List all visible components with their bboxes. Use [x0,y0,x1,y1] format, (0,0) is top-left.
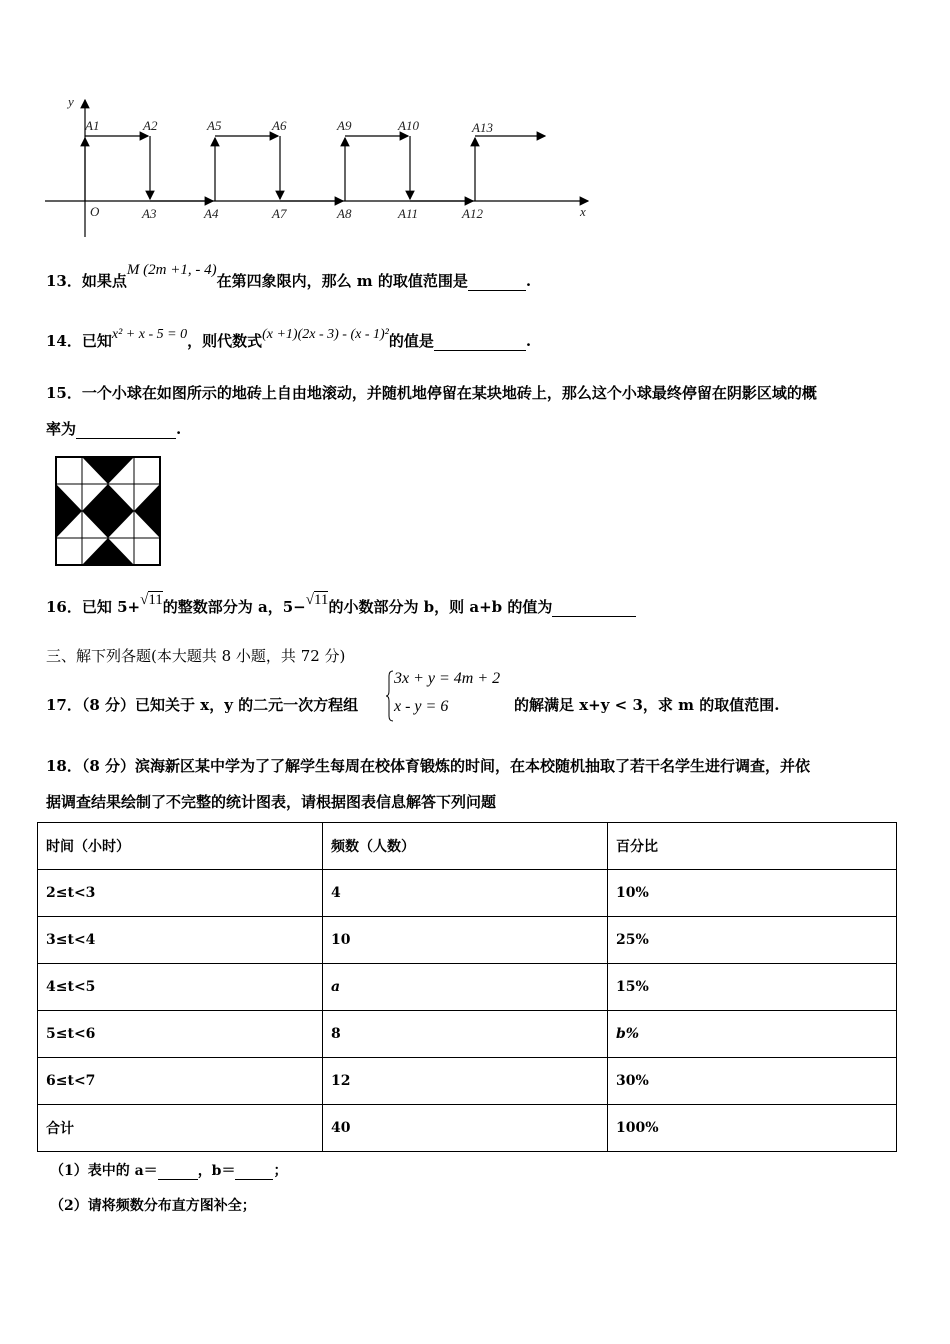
svg-text:O: O [90,204,100,219]
q14-math-a: x² + x - 5 = 0 [111,327,188,342]
table-cell: 100% [608,1105,897,1152]
table-cell: 12 [323,1058,608,1105]
sqrt-11-a: √11 [140,592,163,608]
table-cell: 15% [608,964,897,1011]
table-cell: 8 [323,1011,608,1058]
answer-blank[interactable] [434,334,526,351]
table-cell: 4≤t<5 [38,964,323,1011]
section-3-title: 三、解下列各题(本大题共 8 小题，共 72 分) [46,647,346,665]
sqrt-11-b: √11 [305,592,329,608]
frequency-table [37,822,897,1152]
question-16: 16．已知 5+√11的整数部分为 a，5−√11的小数部分为 b，则 a+b 的值为 [46,596,636,617]
equation-2: x - y = 6 [394,698,449,715]
svg-text:y: y [68,94,74,109]
svg-text:A6: A6 [272,118,287,133]
answer-blank-b[interactable] [235,1164,273,1180]
q13-math: M (2m +1, - 4) [126,262,217,278]
svg-text:A2: A2 [143,118,158,133]
answer-blank-a[interactable] [158,1164,198,1180]
svg-text:A3: A3 [142,206,157,221]
question-18-line2: 据调查结果绘制了不完整的统计图表，请根据图表信息解答下列问题 [46,793,497,811]
answer-blank[interactable] [76,422,176,439]
svg-text:A12: A12 [462,206,483,221]
sub-question-1: （1）表中的 a＝ ，b＝ ； [50,1163,288,1179]
table-cell: 合计 [38,1105,323,1152]
table-cell: 3≤t<4 [38,917,323,964]
table-header: 百分比 [608,823,897,870]
axis-step-figure [40,92,600,242]
answer-blank[interactable] [468,274,526,291]
table-cell: 5≤t<6 [38,1011,323,1058]
table-cell: 25% [608,917,897,964]
question-15-line2: 率为 . [46,420,182,438]
svg-text:A13: A13 [472,120,493,135]
table-cell: 2≤t<3 [38,870,323,917]
question-14: 14．已知x² + x - 5 = 0，则代数式(x +1)(2x - 3) - (x - 1)²的值是 . [46,327,532,350]
question-18: 18．（8 分）滨海新区某中学为了了解学生每周在校体育锻炼的时间，在本校随机抽取了若干名学生进行调查，并依 [46,757,811,775]
equation-1: 3x + y = 4m + 2 [394,670,501,687]
equation-system [386,670,512,722]
svg-text:A9: A9 [337,118,352,133]
svg-text:A10: A10 [398,118,419,133]
left-brace-icon [386,670,394,722]
table-cell: 10 [323,917,608,964]
svg-text:A7: A7 [272,206,287,221]
table-header: 频数（人数） [323,823,608,870]
table-row [38,1058,897,1105]
table-header-row [38,823,897,870]
table-row [38,917,897,964]
table-cell: 40 [323,1105,608,1152]
svg-text:A4: A4 [204,206,219,221]
table-row [38,1011,897,1058]
table-cell: 30% [608,1058,897,1105]
question-15: 15．一个小球在如图所示的地砖上自由地滚动，并随机地停留在某块地砖上，那么这个小球最终停留在阴影区域的概 [46,384,817,402]
table-row [38,870,897,917]
question-17-end: 的解满足 x+y < 3，求 m 的取值范围. [514,696,780,714]
svg-text:x: x [580,204,586,219]
svg-text:A11: A11 [398,206,418,221]
sub-question-2: （2）请将频数分布直方图补全； [50,1198,256,1214]
answer-blank[interactable] [552,600,636,617]
question-13: 13．如果点M (2m +1, - 4)在第四象限内，那么 m 的取值范围是 . [46,262,532,290]
svg-text:A8: A8 [337,206,352,221]
table-cell: 6≤t<7 [38,1058,323,1105]
svg-text:A1: A1 [85,118,100,133]
q14-math-b: (x +1)(2x - 3) - (x - 1)² [262,327,389,342]
table-cell: a [323,964,608,1011]
table-header: 时间（小时） [38,823,323,870]
table-row [38,964,897,1011]
table-row [38,1105,897,1152]
question-17: 17．（8 分）已知关于 x，y 的二元一次方程组 [46,696,359,714]
svg-text:A5: A5 [207,118,222,133]
table-cell: 4 [323,870,608,917]
table-cell: b% [608,1011,897,1058]
table-cell: 10% [608,870,897,917]
tile-figure [54,455,164,569]
